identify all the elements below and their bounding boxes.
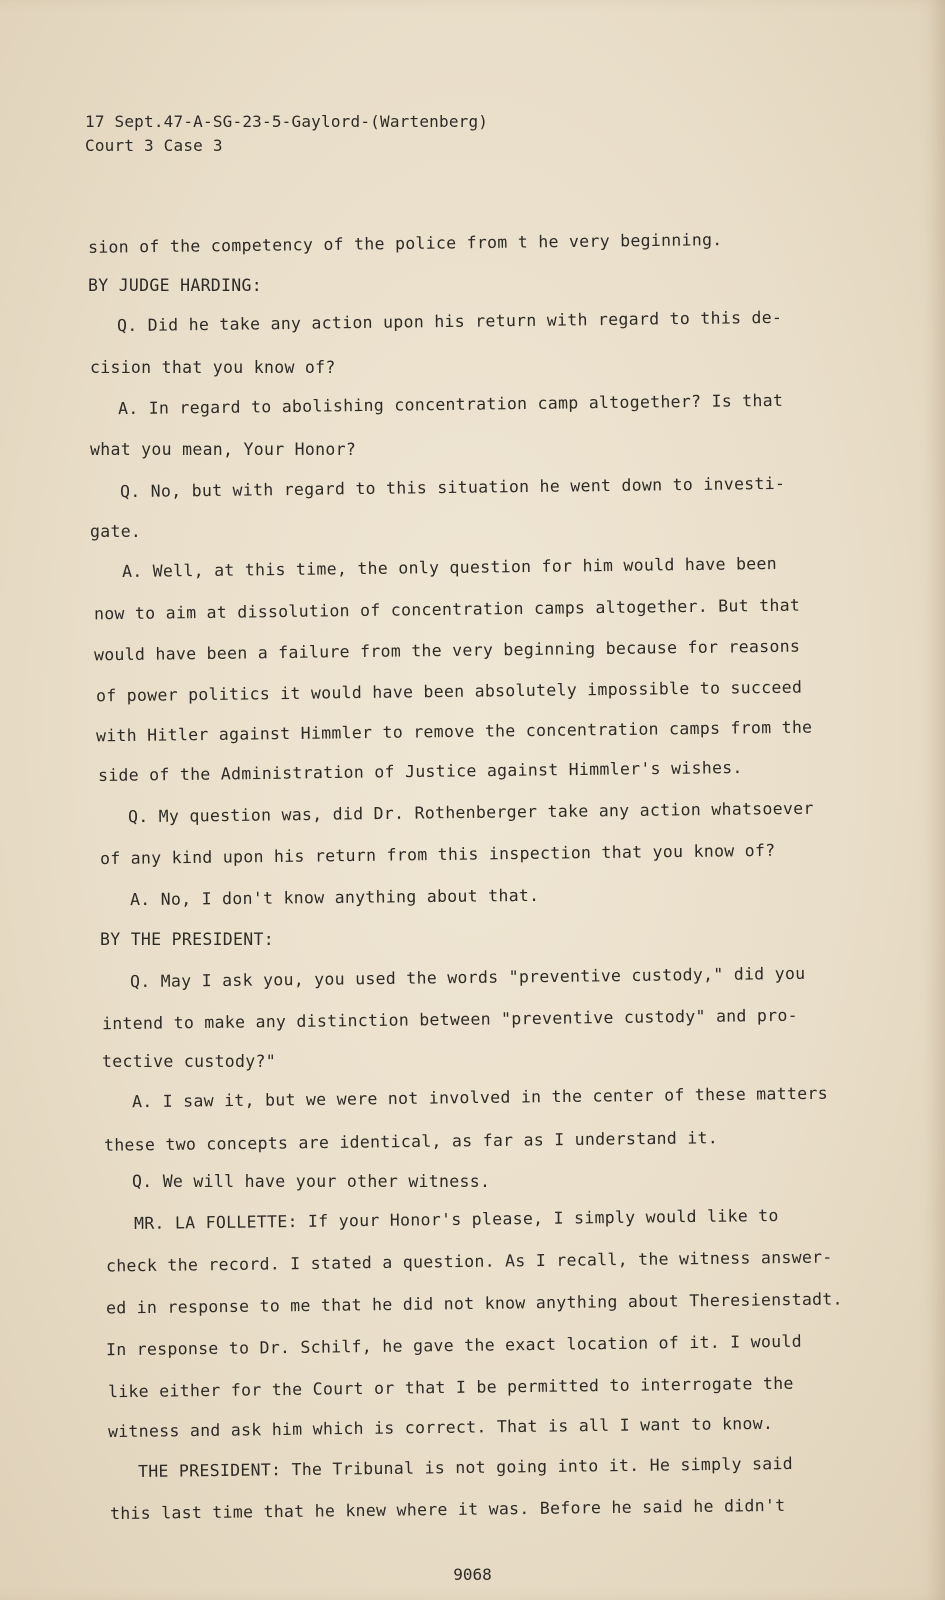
header-line-1: 17 Sept.47-A-SG-23-5-Gaylord-(Wartenberg) bbox=[85, 112, 489, 131]
text-line: would have been a failure from the very beginning because for reasons bbox=[93, 636, 801, 665]
text-line: tective custody?" bbox=[102, 1052, 276, 1071]
text-line: gate. bbox=[90, 522, 142, 541]
text-line: what you mean, Your Honor? bbox=[90, 440, 357, 459]
question-line: Q. My question was, did Dr. Rothenberger take any action whatsoever bbox=[127, 798, 814, 827]
text-line: like either for the Court or that I be permitted to interrogate the bbox=[107, 1373, 794, 1402]
text-line: of any kind upon his return from this inspection that you know of? bbox=[99, 840, 776, 869]
answer-line: A. In regard to abolishing concentration camp altogether? Is that bbox=[117, 390, 784, 419]
answer-line: A. Well, at this time, the only question for him would have been bbox=[121, 553, 778, 582]
speaker-line: MR. LA FOLLETTE: If your Honor's please, I simply would like to bbox=[133, 1206, 779, 1233]
answer-line: A. No, I don't know anything about that. bbox=[129, 885, 540, 910]
text-line: In response to Dr. Schilf, he gave the exact location of it. I would bbox=[105, 1331, 802, 1360]
question-line: Q. May I ask you, you used the words "preventive custody," did you bbox=[129, 963, 806, 992]
text-line: ed in response to me that he did not know anything about Theresienstadt. bbox=[105, 1289, 843, 1318]
speaker-heading: BY JUDGE HARDING: bbox=[88, 276, 262, 295]
text-line: with Hitler against Himmler to remove the concentration camps from the bbox=[95, 717, 813, 746]
question-line: Q. We will have your other witness. bbox=[132, 1172, 491, 1191]
answer-line: A. I saw it, but we were not involved in the center of these matters bbox=[131, 1083, 828, 1112]
text-line: cision that you know of? bbox=[90, 358, 336, 377]
question-line: Q. Did he take any action upon his return with regard to this de- bbox=[116, 307, 783, 336]
text-line: now to aim at dissolution of concentration camps altogether. But that bbox=[93, 595, 801, 624]
text-line: sion of the competency of the police from t he very beginning. bbox=[87, 230, 723, 257]
text-line: these two concepts are identical, as far as I understand it. bbox=[103, 1128, 719, 1155]
text-line: this last time that he knew where it was. Before he said he didn't bbox=[109, 1495, 786, 1524]
text-line: intend to make any distinction between "preventive custody" and pro- bbox=[101, 1005, 798, 1034]
text-line: of power politics it would have been absolutely impossible to succeed bbox=[95, 677, 803, 706]
question-line: Q. No, but with regard to this situation he went down to investi- bbox=[119, 473, 786, 502]
header-line-2: Court 3 Case 3 bbox=[85, 136, 223, 155]
text-line: side of the Administration of Justice against Himmler's wishes. bbox=[97, 758, 743, 785]
speaker-heading: BY THE PRESIDENT: bbox=[100, 930, 274, 949]
text-line: witness and ask him which is correct. That is all I want to know. bbox=[107, 1413, 774, 1442]
text-line: check the record. I stated a question. As I recall, the witness answer- bbox=[105, 1247, 833, 1276]
speaker-line: THE PRESIDENT: The Tribunal is not going into it. He simply said bbox=[137, 1453, 794, 1482]
page-number: 9068 bbox=[453, 1565, 492, 1584]
